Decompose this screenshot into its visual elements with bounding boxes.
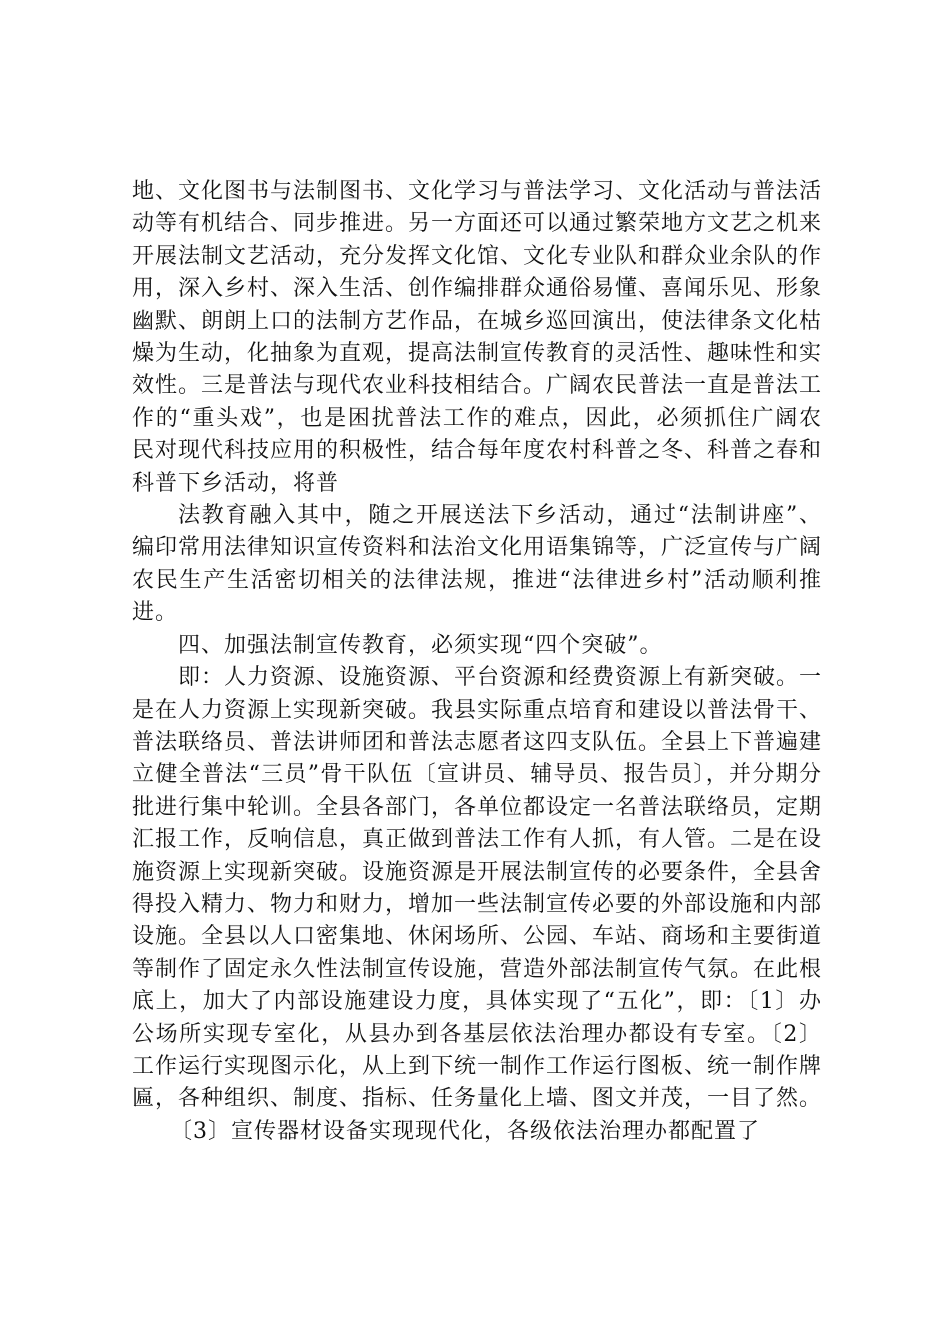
paragraph-law-education: 法教育融入其中，随之开展送法下乡活动，通过“法制讲座”、编印常用法律知识宣传资料和法治文化用语集锦等，广泛宣传与广阔农民生产生活密切相关的法律法规，推进“法律进乡村”活动顺利推进。 <box>132 503 823 626</box>
section-heading-four-breakthroughs: 四、加强法制宣传教育，必须实现“四个突破”。 <box>178 632 663 658</box>
document-body <box>132 176 822 1148</box>
paragraph-resources: 即：人力资源、设施资源、平台资源和经费资源上有新突破。一是在人力资源上实现新突破。我县实际重点培育和建设以普法骨干、普法联络员、普法讲师团和普法志愿者这四支队伍。全县上下普遍建立健全普法“三员”骨干队伍〔宣讲员、辅导员、报告员〕，并分期分批进行集中轮训。全县各部门，各单位都设定一名普法联络员，定期汇报工作，反响信息，真正做到普法工作有人抓，有人管。二是在设施资源上实现新突破。设施资源是开展法制宣传的必要条件，全县舍得投入精力、物力和财力，增加一些法制宣传必要的外部设施和内部设施。全县以人口密集地、休闲场所、公园、车站、商场和主要街道等制作了固定永久性法制宣传设施，营造外部法制宣传气氛。在此根底上，加大了内部设施建设力度，具体实现了“五化”，即：〔1〕办公场所实现专室化，从县办到各基层依法治理办都设有专室。〔2〕工作运行实现图示化，从上到下统一制作工作运行图板、统一制作牌匾，各种组织、制度、指标、任务量化上墙、图文并茂，一目了然。 <box>132 665 823 1112</box>
paragraph-continuation: 地、文化图书与法制图书、文化学习与普法学习、文化活动与普法活动等有机结合、同步推进。另一方面还可以通过繁荣地方文艺之机来开展法制文艺活动，充分发挥文化馆、文化专业队和群众业余队的作用，深入乡村、深入生活、创作编排群众通俗易懂、喜闻乐见、形象幽默、朗朗上口的法制方艺作品，在城乡巡回演出，使法律条文化枯燥为生动，化抽象为直观，提高法制宣传教育的灵活性、趣味性和实效性。三是普法与现代农业科技相结合。广阔农民普法一直是普法工作的“重头戏”，也是困扰普法工作的难点，因此，必须抓住广阔农民对现代科技应用的积极性，结合每年度农村科普之冬、科普之春和科普下乡活动，将普 <box>132 179 823 496</box>
paragraph-equipment: 〔3〕宣传器材设备实现现代化，各级依法治理办都配置了 <box>170 1118 760 1144</box>
